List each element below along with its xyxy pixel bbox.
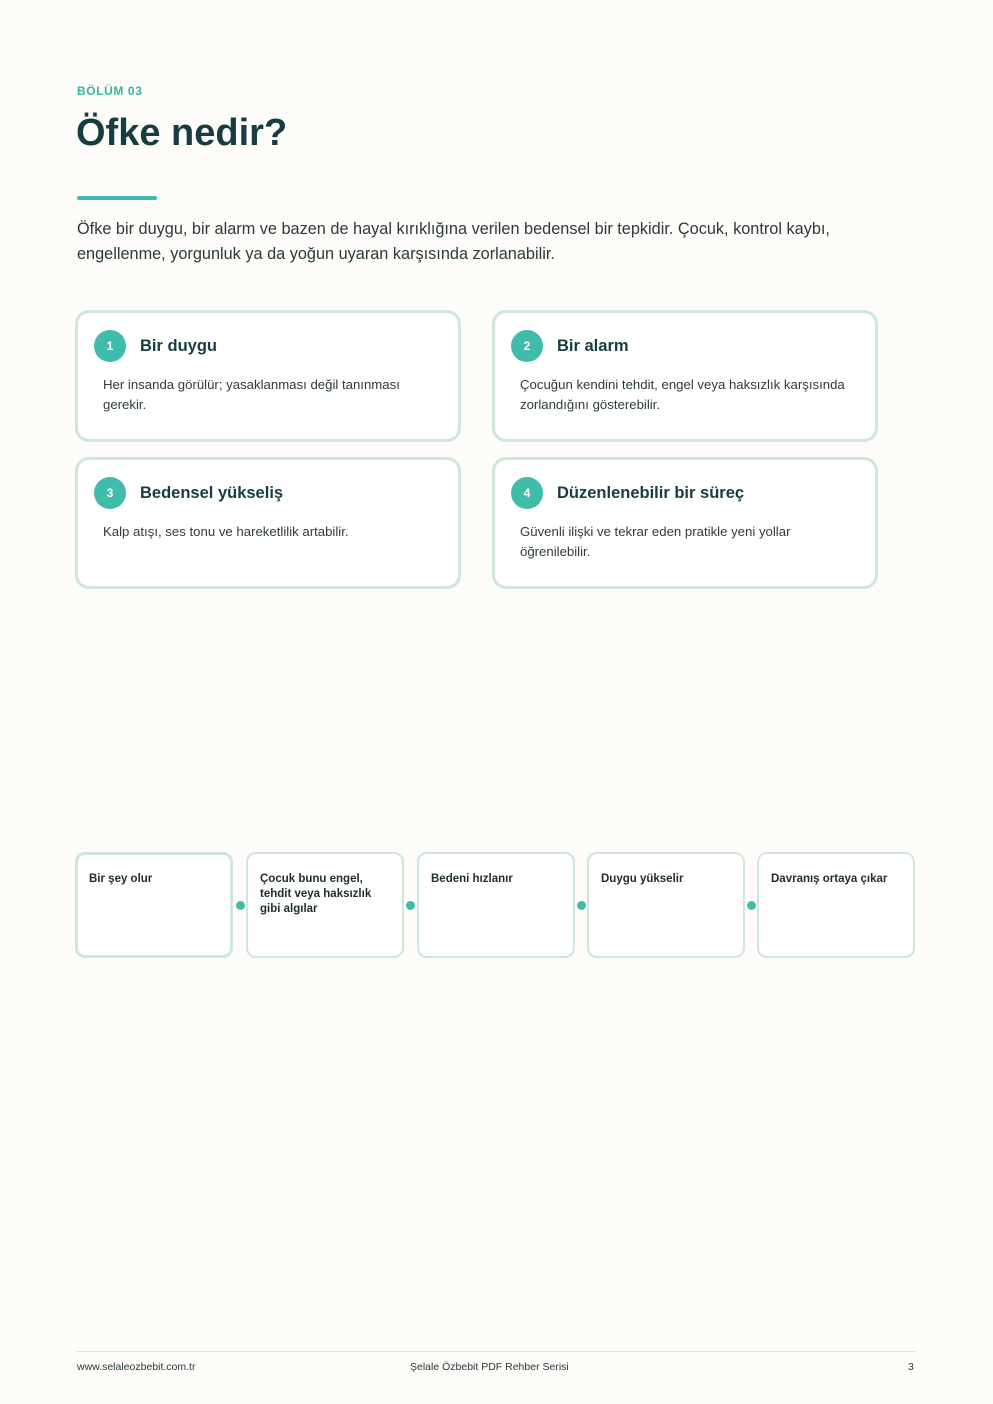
card-title: Bedensel yükseliş (140, 484, 284, 502)
intro-paragraph: Öfke bir duygu, bir alarm ve bazen de hayal kırıklığına verilen bedensel bir tepkidir. Çocuk, kontrol kaybı, engellenme, yorgunluk ya da yoğun uyaran karşısında zorlanabilir. (77, 220, 830, 263)
flow-step (587, 852, 745, 958)
page-title: Öfke nedir? (76, 112, 288, 154)
flow-step-label: Bir şey olur (89, 873, 153, 885)
concept-card (75, 310, 461, 442)
card-text: Her insanda görülür; yasaklanması değil tanınması gerekir. (103, 377, 400, 412)
section-label: BÖLÜM 03 (77, 84, 143, 98)
flow-connector-dot (406, 901, 415, 910)
page-number: 3 (908, 1361, 914, 1373)
card-text: Güvenli ilişki ve tekrar eden pratikle yeni yollar öğrenilebilir. (520, 524, 791, 559)
flow-connector-dot (747, 901, 756, 910)
flow-step-label: Davranış ortaya çıkar (771, 873, 888, 885)
number-badge: 1 (94, 330, 126, 362)
flow-step (757, 852, 915, 958)
footer-divider (77, 1351, 915, 1352)
flow-step (417, 852, 575, 958)
flow-connector-dot (577, 901, 586, 910)
card-text: Kalp atışı, ses tonu ve hareketlilik artabilir. (103, 524, 349, 539)
flow-step-label: Duygu yükselir (601, 873, 684, 885)
flow-step (246, 852, 404, 958)
footer-series-title: Şelale Özbebit PDF Rehber Serisi (410, 1361, 569, 1373)
concept-card (492, 457, 878, 589)
number-badge: 3 (94, 477, 126, 509)
card-text: Çocuğun kendini tehdit, engel veya haksızlık karşısında zorlandığını gösterebilir. (520, 377, 845, 412)
card-title: Düzenlenebilir bir süreç (557, 484, 745, 502)
flow-connector-dot (236, 901, 245, 910)
concept-card (492, 310, 878, 442)
flow-step-label: Çocuk bunu engel, tehdit veya haksızlık gibi algılar (260, 873, 372, 915)
number-badge: 2 (511, 330, 543, 362)
card-title: Bir duygu (140, 337, 217, 355)
card-title: Bir alarm (557, 337, 629, 355)
flow-step-label: Bedeni hızlanır (431, 873, 513, 885)
number-badge: 4 (511, 477, 543, 509)
concept-card (75, 457, 461, 589)
flow-step (75, 852, 233, 958)
title-underline (77, 196, 157, 200)
footer-website-link[interactable]: www.selaleozbebit.com.tr (77, 1361, 196, 1373)
